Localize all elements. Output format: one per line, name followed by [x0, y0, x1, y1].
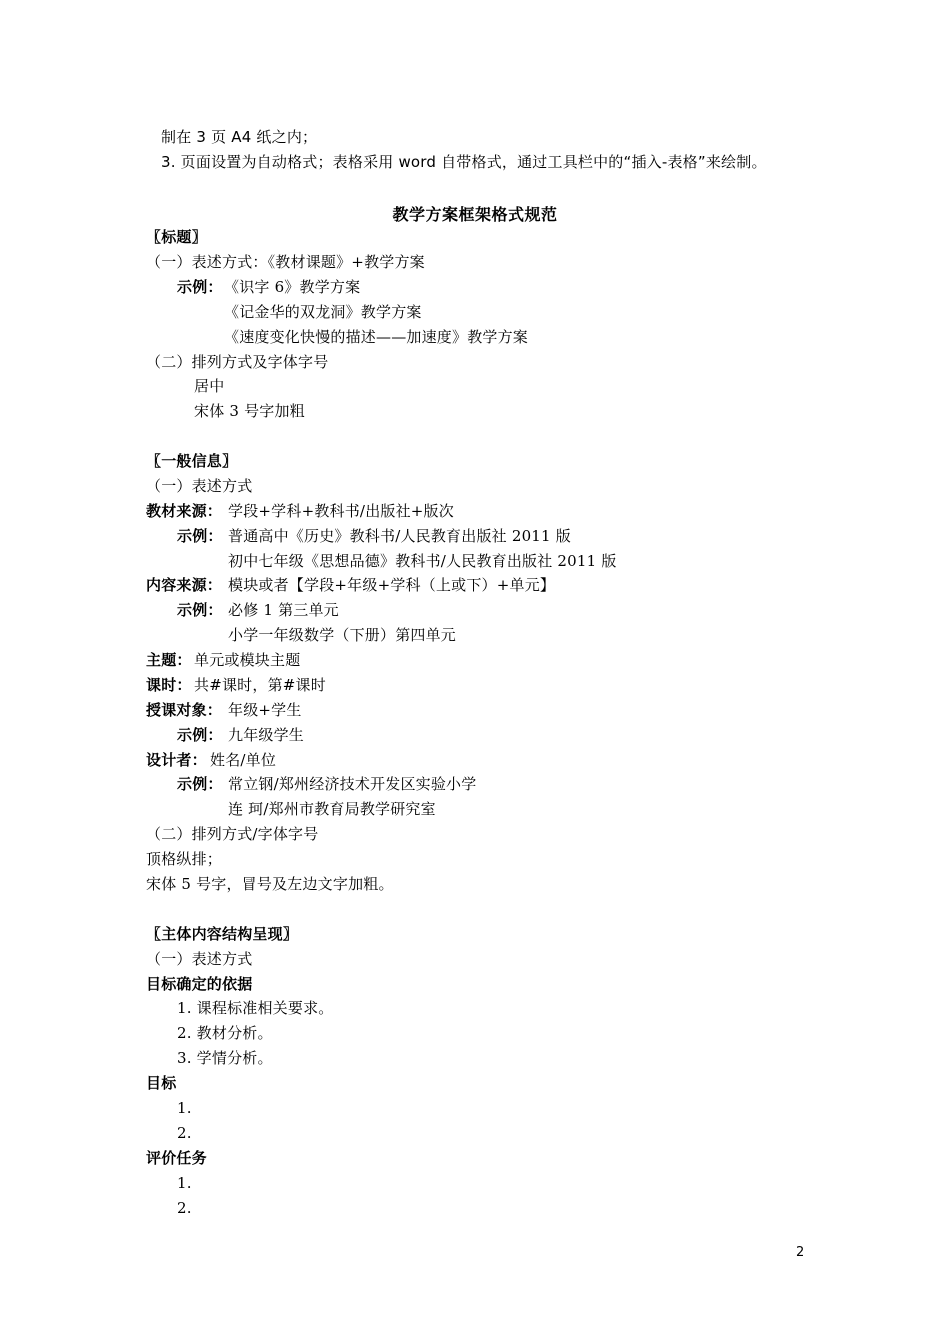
intro-line-1: 制在 3 页 A4 纸之内；	[161, 128, 318, 146]
goal-basis-2: 2. 教材分析。	[177, 1024, 273, 1042]
designer-example-2: 连 珂/郑州市教育局教学研究室	[228, 800, 436, 818]
title-example-2: 《记金华的双龙洞》教学方案	[224, 303, 422, 321]
designer-example-1: 常立钢/郑州经济技术开发区实验小学	[228, 775, 477, 793]
source-example-1: 普通高中《历史》教科书/人民教育出版社 2011 版	[228, 527, 571, 545]
title-expression: （一）表述方式：《教材课题》+教学方案	[146, 253, 425, 271]
period-label: 课时：	[146, 676, 192, 694]
content-example-2: 小学一年级数学（下册）第四单元	[228, 626, 457, 644]
content-example-label: 示例：	[177, 601, 223, 619]
title-arrangement-2: 宋体 3 号字加粗	[194, 402, 305, 420]
intro-line-2: 3. 页面设置为自动格式；表格采用 word 自带格式，通过工具栏中的“插入-表格”来绘制。	[161, 153, 767, 171]
audience-label: 授课对象：	[146, 701, 223, 719]
goal-label: 目标	[146, 1074, 177, 1092]
designer-value: 姓名/单位	[210, 751, 277, 769]
designer-example-label: 示例：	[177, 775, 223, 793]
audience-example: 九年级学生	[228, 726, 305, 744]
page-number: 2	[796, 1245, 805, 1260]
title-example-3: 《速度变化快慢的描述——加速度》教学方案	[224, 328, 529, 346]
audience-value: 年级+学生	[228, 701, 302, 719]
section-header-title: 〖标题〗	[146, 228, 207, 246]
goal-item-1: 1.	[177, 1099, 192, 1117]
textbook-source-value: 学段+学科+教科书/出版社+版次	[228, 502, 454, 520]
general-arrangement: （二）排列方式/字体字号	[146, 825, 319, 843]
main-expression: （一）表述方式	[146, 950, 253, 968]
textbook-source-label: 教材来源：	[146, 502, 223, 520]
section-header-general: 〖一般信息〗	[146, 452, 238, 470]
goal-basis-1: 1. 课程标准相关要求。	[177, 999, 334, 1017]
general-arrangement-2: 宋体 5 号字，冒号及左边文字加粗。	[146, 875, 394, 893]
title-arrangement: （二）排列方式及字体字号	[146, 353, 329, 371]
content-source-value: 模块或者【学段+年级+学科（上或下）+单元】	[228, 576, 556, 594]
document-title: 教学方案框架格式规范	[392, 205, 558, 224]
goal-basis-label: 目标确定的依据	[146, 975, 253, 993]
theme-label: 主题：	[146, 651, 192, 669]
title-arrangement-1: 居中	[194, 377, 225, 395]
period-value: 共#课时，第#课时	[194, 676, 326, 694]
source-example-label: 示例：	[177, 527, 223, 545]
goal-basis-3: 3. 学情分析。	[177, 1049, 273, 1067]
goal-item-2: 2.	[177, 1124, 192, 1142]
content-source-label: 内容来源：	[146, 576, 223, 594]
general-expression: （一）表述方式	[146, 477, 253, 495]
theme-value: 单元或模块主题	[194, 651, 301, 669]
evaluation-label: 评价任务	[146, 1149, 207, 1167]
title-example-label: 示例：	[177, 278, 223, 296]
audience-example-label: 示例：	[177, 726, 223, 744]
general-arrangement-1: 顶格纵排；	[146, 850, 223, 868]
content-example-1: 必修 1 第三单元	[228, 601, 339, 619]
evaluation-item-1: 1.	[177, 1174, 192, 1192]
title-example-1: 《识字 6》教学方案	[224, 278, 361, 296]
source-example-2: 初中七年级《思想品德》教科书/人民教育出版社 2011 版	[228, 552, 617, 570]
section-header-main: 〖主体内容结构呈现〗	[146, 925, 299, 943]
evaluation-item-2: 2.	[177, 1199, 192, 1217]
designer-label: 设计者：	[146, 751, 207, 769]
